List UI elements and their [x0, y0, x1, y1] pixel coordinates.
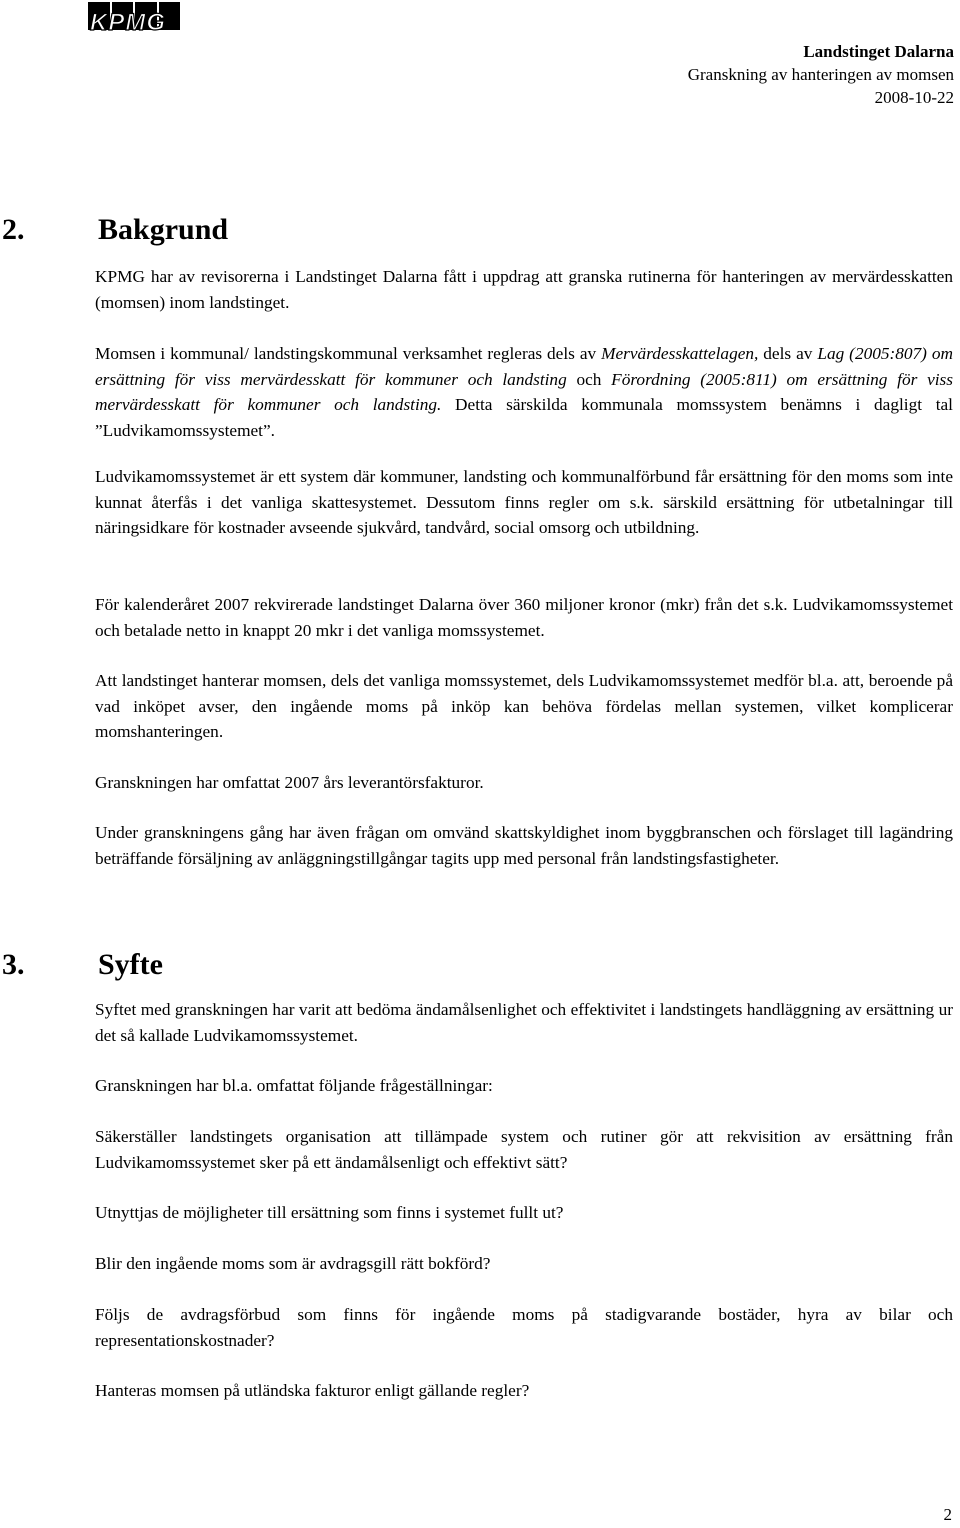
question-item: Följs de avdragsförbud som finns för ingående moms på stadigvarande bostäder, hyra av bilar och representationskostnader?: [95, 1305, 953, 1350]
paragraph: Granskningen har omfattat 2007 års leverantörsfakturor.: [95, 773, 484, 792]
paragraph: Under granskningens gång har även frågan om omvänd skattskyldighet inom byggbranschen och förslaget till lagändring beträffande försäljning av anläggningstillgångar tagits upp med personal från landstingsfastigheter.: [95, 823, 953, 868]
law-title: Mervärdesskattelagen,: [601, 344, 759, 363]
paragraph-legal-references: Momsen i kommunal/ landstingskommunal verksamhet regleras dels av Mervärdesskattelagen, dels av Lag (2005:807) om ersättning för viss mervärdesskatt för kommuner och landsting och Förordning (2005:811) om ersättning för viss mervärdesskatt för kommuner och landsting. Detta särskilda kommunala momssystem benämns i dagligt tal ”Ludvikamomssystemet”.: [95, 344, 954, 440]
section-number: 2.: [2, 213, 25, 246]
section-number: 3.: [2, 948, 25, 981]
law-title: Förordning (2005:811) om ersättning för viss mervärdesskatt för kommuner och landsting.: [95, 369, 953, 414]
paragraph: Att landstinget hanterar momsen, dels det vanliga momssystemet, dels Ludvikamomssystemet medför bl.a. att, beroende på vad inköpet avser, den ingående moms på inköp kan behöva fördelas mellan systemen, vilket komplicerar momshanteringen.: [95, 671, 953, 741]
header-date: 2008-10-22: [874, 88, 954, 107]
header-report-title: Granskning av hanteringen av momsen: [687, 65, 954, 84]
paragraph: Syftet med granskningen har varit att bedöma ändamålsenlighet och effektivitet i landstingets handläggning av ersättning ur det så kallade Ludvikamomssystemet.: [95, 1000, 953, 1045]
header-organization: Landstinget Dalarna: [803, 42, 954, 61]
logo-text: KPMG: [90, 9, 166, 36]
section-title: Syfte: [98, 948, 163, 981]
paragraph: För kalenderåret 2007 rekvirerade landstinget Dalarna över 360 miljoner kronor (mkr) från det s.k. Ludvikamomssystemet och betalade netto in knappt 20 mkr i det vanliga momssystemet.: [95, 595, 953, 640]
kpmg-logo: [88, 2, 180, 38]
question-item: Hanteras momsen på utländska fakturor enligt gällande regler?: [95, 1381, 530, 1400]
section-title: Bakgrund: [98, 213, 229, 246]
paragraph: Ludvikamomssystemet är ett system där kommuner, landsting och kommunalförbund får ersättning för den moms som inte kunnat återfås i det vanliga skattesystemet. Dessutom finns regler om s.k. särskild ersättning för utbetalningar till näringsidkare för kostnader avseende sjukvård, tandvård, social omsorg och utbildning.: [95, 467, 953, 537]
question-item: Utnyttjas de möjligheter till ersättning som finns i systemet fullt ut?: [95, 1203, 564, 1222]
page-header: [688, 40, 954, 109]
paragraph: KPMG har av revisorerna i Landstinget Dalarna fått i uppdrag att granska rutinerna för hanteringen av mervärdesskatten (momsen) inom landstinget.: [95, 267, 953, 312]
law-title: Lag (2005:807) om ersättning för viss mervärdesskatt för kommuner och landsting: [95, 344, 954, 389]
page-number: 2: [943, 1505, 952, 1524]
paragraph: Granskningen har bl.a. omfattat följande frågeställningar:: [95, 1076, 493, 1095]
question-item: Blir den ingående moms som är avdragsgill rätt bokförd?: [95, 1254, 491, 1273]
question-item: Säkerställer landstingets organisation att tillämpade system och rutiner gör att rekvisition av ersättning från Ludvikamomssystemet sker på ett ändamålsenligt och effektivt sätt?: [95, 1127, 953, 1172]
